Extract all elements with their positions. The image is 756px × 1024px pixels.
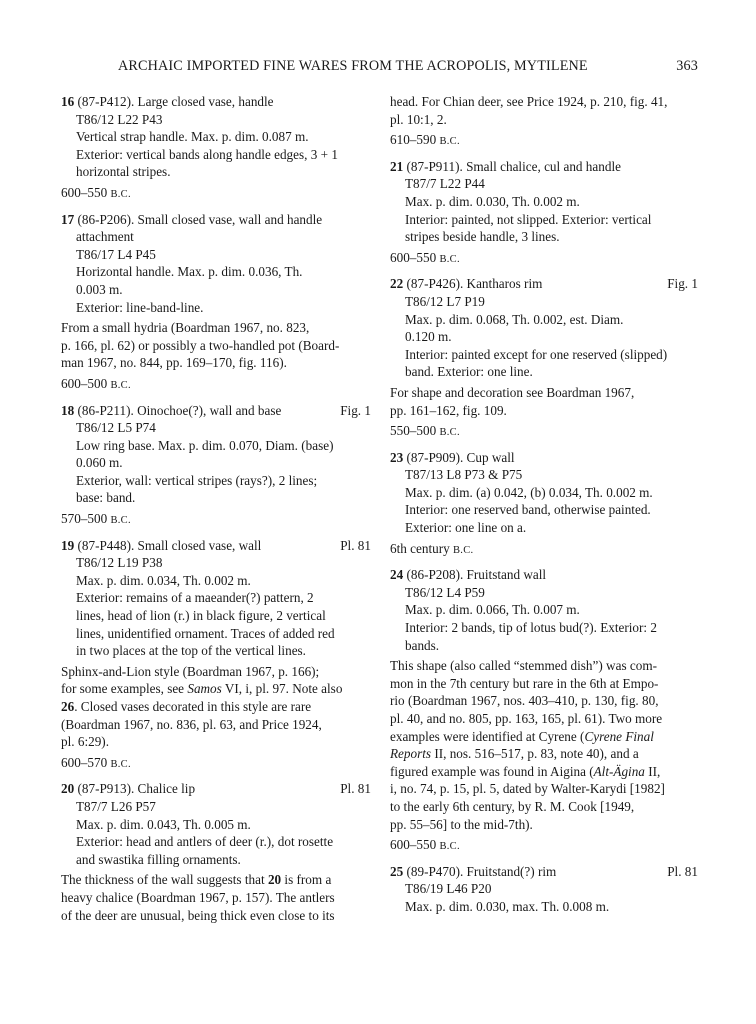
description-line: Vertical strap handle. Max. p. dim. 0.087 m. xyxy=(76,129,309,145)
description-line: Max. p. dim. 0.068, Th. 0.002, est. Diam. xyxy=(405,311,624,327)
description-line: stripes beside handle, 3 lines. xyxy=(405,229,560,245)
figure-reference: Fig. 1 xyxy=(340,402,371,418)
running-title: ARCHAIC IMPORTED FINE WARES FROM THE ACROPOLIS, MYTILENE xyxy=(118,58,588,74)
description-line: and swastika filling ornaments. xyxy=(76,851,241,867)
entry-heading: 18 (86-P211). Oinochoe(?), wall and base Fig. 1 xyxy=(61,402,371,418)
commentary: For shape and decoration see Boardman 1967, pp. 161–162, fig. 109. xyxy=(390,384,635,418)
entry-date: 550–500 B.C. xyxy=(390,423,460,439)
description-line: Max. p. dim. (a) 0.042, (b) 0.034, Th. 0.002 m. xyxy=(405,484,653,500)
commentary: Sphinx-and-Lion style (Boardman 1967, p. 166); for some examples, see Samos VI, i, pl. 97. Note also 26. Closed vases decorated in this style are rare (Boardman 1967, no. 836, pl. 63, and Price 1924, pl. 6:29). xyxy=(61,663,343,750)
description-line: Interior: one reserved band, otherwise painted. xyxy=(405,502,651,518)
description-line: 0.003 m. xyxy=(76,281,123,297)
entry-date: 600–500 B.C. xyxy=(61,375,131,391)
right-column xyxy=(390,93,698,923)
entry-number: 21 xyxy=(390,158,404,174)
plate-reference: Pl. 81 xyxy=(340,781,371,797)
description-line: Exterior: vertical bands along handle edges, 3 + 1 xyxy=(76,146,338,162)
running-header xyxy=(118,58,698,82)
entry-heading-cont: attachment xyxy=(76,229,134,245)
entry-heading: 22 (87-P426). Kantharos rim Fig. 1 xyxy=(390,276,698,292)
entry-heading: 16 (87-P412). Large closed vase, handle xyxy=(61,94,274,109)
catalogue-entry-22 xyxy=(390,275,698,441)
description-line: lines, head of lion (r.) in black figure, 2 vertical xyxy=(76,608,326,624)
find-reference: T86/12 L7 P19 xyxy=(405,293,485,309)
catalogue-entry-17 xyxy=(61,211,371,395)
commentary: The thickness of the wall suggests that 20 is from a heavy chalice (Boardman 1967, p. 157). The antlers of the deer are unusual, being thick even close to its xyxy=(61,872,335,923)
find-reference: T86/12 L19 P38 xyxy=(76,555,163,571)
entry-date: 600–550 B.C. xyxy=(390,249,460,265)
entry-number: 19 xyxy=(61,537,75,553)
description-line: Exterior: one line on a. xyxy=(405,520,527,536)
find-reference: T86/19 L46 P20 xyxy=(405,881,492,897)
cross-reference-number: 26 xyxy=(61,699,75,714)
catalogue-entry-16 xyxy=(61,93,371,204)
description-line: lines, unidentified ornament. Traces of added red xyxy=(76,625,335,641)
description-line: base: band. xyxy=(76,490,136,506)
catalogue-entry-25 xyxy=(390,863,698,916)
commentary-continuation: head. For Chian deer, see Price 1924, p. 210, fig. 41, pl. 10:1, 2. 610–590 B.C. xyxy=(390,93,698,151)
entry-date: 570–500 B.C. xyxy=(61,511,131,527)
entry-heading: 20 (87-P913). Chalice lip Pl. 81 xyxy=(61,781,371,797)
entry-number: 17 xyxy=(61,211,75,227)
catalogue-entry-18 xyxy=(61,402,371,530)
description-line: Low ring base. Max. p. dim. 0.070, Diam. (base) xyxy=(76,437,334,453)
page-number: 363 xyxy=(676,58,698,74)
description-line: Interior: painted, not slipped. Exterior: vertical xyxy=(405,211,652,227)
entry-number: 22 xyxy=(390,276,404,292)
description-line: horizontal stripes. xyxy=(76,164,171,180)
description-line: Interior: 2 bands, tip of lotus bud(?). Exterior: 2 xyxy=(405,620,657,636)
description-line: Exterior: head and antlers of deer (r.), dot rosette xyxy=(76,834,334,850)
description-line: 0.120 m. xyxy=(405,329,452,345)
entry-number: 25 xyxy=(390,863,404,879)
description-line: Interior: painted except for one reserved (slipped) xyxy=(405,346,668,362)
description-line: Exterior, wall: vertical stripes (rays?), 2 lines; xyxy=(76,472,318,488)
description-line: Max. p. dim. 0.066, Th. 0.007 m. xyxy=(405,602,580,618)
description-line: in two places at the top of the vertical lines. xyxy=(76,643,306,659)
find-reference: T87/13 L8 P73 & P75 xyxy=(405,467,523,483)
commentary: From a small hydria (Boardman 1967, no. 823, p. 166, pl. 62) or possibly a two-handled pot (Board- man 1967, no. 844, pp. 169–170, fig. 116). xyxy=(61,320,340,371)
plate-reference: Pl. 81 xyxy=(340,537,371,553)
find-reference: T87/7 L26 P57 xyxy=(76,798,156,814)
description-line: band. Exterior: one line. xyxy=(405,364,533,380)
find-reference: T86/12 L22 P43 xyxy=(76,111,163,127)
entry-heading: 24 (86-P208). Fruitstand wall xyxy=(390,567,547,583)
entry-number: 20 xyxy=(61,781,75,797)
entry-number: 18 xyxy=(61,402,75,418)
find-reference: T86/12 L5 P74 xyxy=(76,420,156,436)
entry-date: 600–550 B.C. xyxy=(390,837,460,853)
left-column xyxy=(61,93,371,931)
catalogue-entry-20 xyxy=(61,780,371,924)
entry-heading: 21 (87-P911). Small chalice, cul and handle xyxy=(390,158,621,174)
description-line: bands. xyxy=(405,637,440,653)
find-reference: T86/12 L4 P59 xyxy=(405,584,485,600)
description-line: 0.060 m. xyxy=(76,455,123,471)
entry-heading: 17 (86-P206). Small closed vase, wall and handle xyxy=(61,211,323,227)
plate-reference: Pl. 81 xyxy=(667,863,698,879)
description-line: Max. p. dim. 0.030, max. Th. 0.008 m. xyxy=(405,898,610,914)
find-reference: T87/7 L22 P44 xyxy=(405,176,485,192)
entry-heading: 23 (87-P909). Cup wall xyxy=(390,449,515,465)
catalogue-entry-19 xyxy=(61,537,371,774)
description-line: Max. p. dim. 0.034, Th. 0.002 m. xyxy=(76,572,251,588)
description-line: Exterior: remains of a maeander(?) pattern, 2 xyxy=(76,590,314,606)
entry-date: 6th century B.C. xyxy=(390,540,474,556)
cross-reference-number: 20 xyxy=(267,872,282,888)
description-line: Max. p. dim. 0.043, Th. 0.005 m. xyxy=(76,816,251,832)
entry-date: 600–550 B.C. xyxy=(61,184,131,200)
description-line: Max. p. dim. 0.030, Th. 0.002 m. xyxy=(405,193,580,209)
find-reference: T86/17 L4 P45 xyxy=(76,246,156,262)
entry-date: 600–570 B.C. xyxy=(61,754,131,770)
catalogue-entry-23 xyxy=(390,449,698,560)
description-line: Horizontal handle. Max. p. dim. 0.036, Th. xyxy=(76,264,303,280)
entry-heading: 19 (87-P448). Small closed vase, wall Pl. 81 xyxy=(61,537,371,553)
commentary: This shape (also called “stemmed dish”) was com- mon in the 7th century but rare in the 6th at Empo- rio (Boardman 1967, nos. 403–410, p. 130, fig. 80, pl. 40, and no. 805, pp. 163, 165, pl. 61). Two more examples were identified at Cyrene (Cyrene Final Reports II, nos. 516–517, p. 83, note 40), and a figured example was found in Aigina (Alt-Ägina II, i, no. 74, p. 15, pl. 5, dated by Walter-Karydi [1982] to the early 6th century, by R. M. Cook [1949, pp. 55–56] to the mid-7th). xyxy=(390,658,665,832)
entry-number: 16 xyxy=(61,94,75,109)
catalogue-entry-24 xyxy=(390,566,698,856)
entry-date: 610–590 B.C. xyxy=(390,132,460,148)
catalogue-entry-21 xyxy=(390,158,698,269)
entry-heading: 25 (89-P470). Fruitstand(?) rim Pl. 81 xyxy=(390,863,698,879)
figure-reference: Fig. 1 xyxy=(667,276,698,292)
description-line: Exterior: line-band-line. xyxy=(76,299,204,315)
entry-number: 23 xyxy=(390,449,404,465)
entry-number: 24 xyxy=(390,567,404,583)
